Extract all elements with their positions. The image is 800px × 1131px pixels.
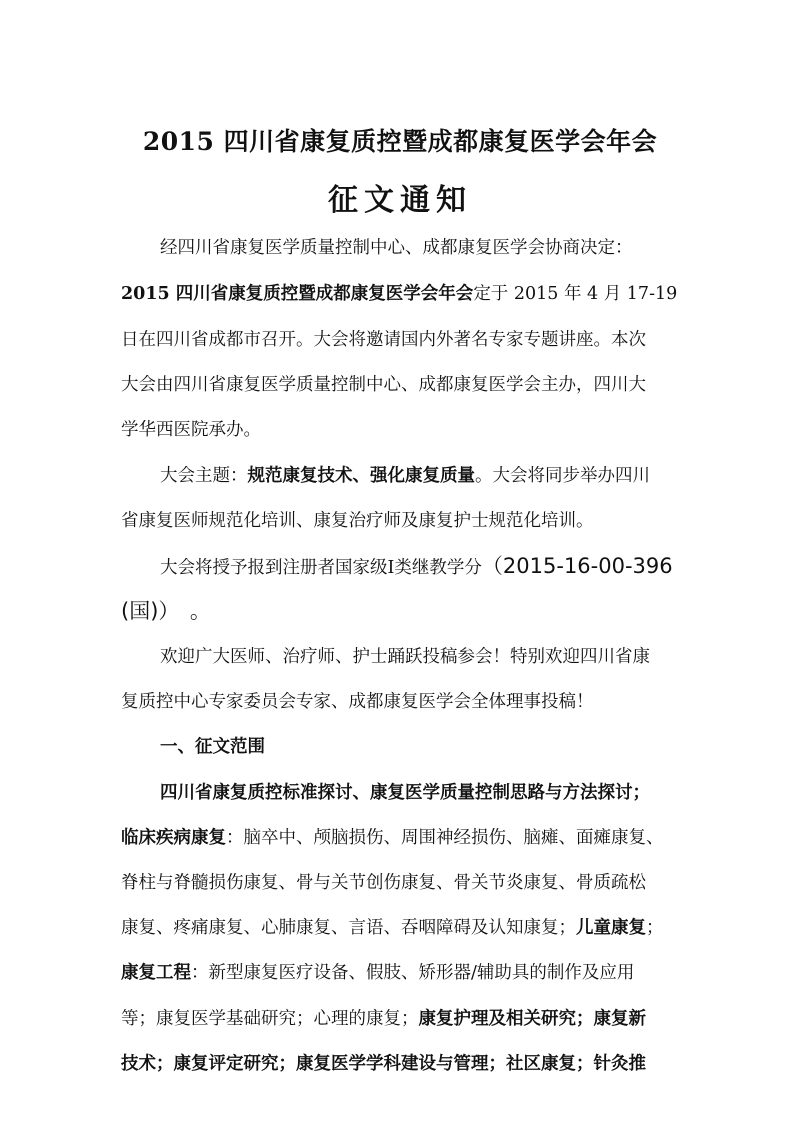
conference-name: 2015 四川省康复质控暨成都康复医学会年会 (121, 284, 474, 304)
section1-line-7: 技术；康复评定研究；康复医学学科建设与管理；社区康复；针灸推 (121, 1054, 646, 1074)
section1-text: 脊柱与脊髓损伤康复、骨与关节创伤康复、骨关节炎康复、骨质疏松 (121, 873, 646, 893)
credit-text: 大会将授予报到注册者国家级Ⅰ类继教学分 (160, 558, 482, 578)
section1-line-4 (121, 916, 681, 940)
p4-line-1 (160, 645, 681, 669)
p2-text: 省康复医师规范化培训、康复治疗师及康复护士规范化培训。 (121, 511, 594, 531)
p1-line-2 (121, 282, 681, 306)
p1-text: 大会由四川省康复医学质量控制中心、成都康复医学会主办，四川大 (121, 375, 646, 395)
section1-line-5 (121, 961, 681, 985)
section1-text: ：脑卒中、颅脑损伤、周围神经损伤、脑瘫、面瘫康复、 (226, 828, 664, 848)
p4-text: 复质控中心专家委员会专家、成都康复医学会全体理事投稿！ (121, 692, 594, 712)
clinical-rehab-label: 临床疾病康复 (121, 828, 226, 848)
theme-label: 大会主题： (160, 466, 248, 486)
document-title: 2015 四川省康复质控暨成都康复医学会年会 (142, 127, 658, 156)
p1-text: 学华西医院承办。 (121, 420, 261, 440)
section1-text: ：新型康复医疗设备、假肢、矫形器/辅助具的制作及应用 (191, 963, 635, 983)
credit-code-tail: (国)） 。 (121, 599, 211, 623)
p2-line-2 (121, 509, 681, 533)
child-rehab-label: 儿童康复 (576, 918, 646, 938)
section-heading: 一、征文范围 (160, 737, 265, 757)
rehab-nursing-label: 康复护理及相关研究；康复新 (418, 1009, 646, 1029)
credit-code: （2015-16-00-396 (481, 554, 673, 578)
p1-date-text: 定于 2015 年 4 月 17-19 (473, 284, 678, 304)
p4-line-2 (121, 690, 681, 714)
document-subtitle: 征文通知 (328, 183, 472, 218)
p1-line-5 (121, 418, 681, 442)
p2-text: 。大会将同步举办四川 (475, 466, 650, 486)
section1-line-2 (121, 826, 681, 850)
p3-line-2 (121, 599, 681, 625)
section1-line-6 (121, 1007, 681, 1031)
theme-text: 规范康复技术、强化康复质量 (247, 466, 475, 486)
section1-text: 康复、疼痛康复、心肺康复、言语、吞咽障碍及认知康复； (121, 918, 576, 938)
p2-line-1 (160, 464, 681, 488)
section1-line-3 (121, 871, 681, 895)
rehab-engineering-label: 康复工程 (121, 963, 191, 983)
p4-text: 欢迎广大医师、治疗师、护士踊跃投稿参会！特别欢迎四川省康 (160, 647, 650, 667)
p1-text: 日在四川省成都市召开。大会将邀请国内外著名专家专题讲座。本次 (121, 330, 646, 350)
section1-line-1: 四川省康复质控标准探讨、康复医学质量控制思路与方法探讨； (160, 783, 650, 803)
p1-line-3 (121, 328, 681, 352)
section1-text: 等；康复医学基础研究；心理的康复； (121, 1009, 419, 1029)
p1-text: 经四川省康复医学质量控制中心、成都康复医学会协商决定： (160, 238, 633, 258)
p1-line-1 (160, 236, 681, 260)
section1-text: ； (646, 918, 664, 938)
p1-line-4 (121, 373, 681, 397)
p3-line-1 (160, 554, 681, 580)
